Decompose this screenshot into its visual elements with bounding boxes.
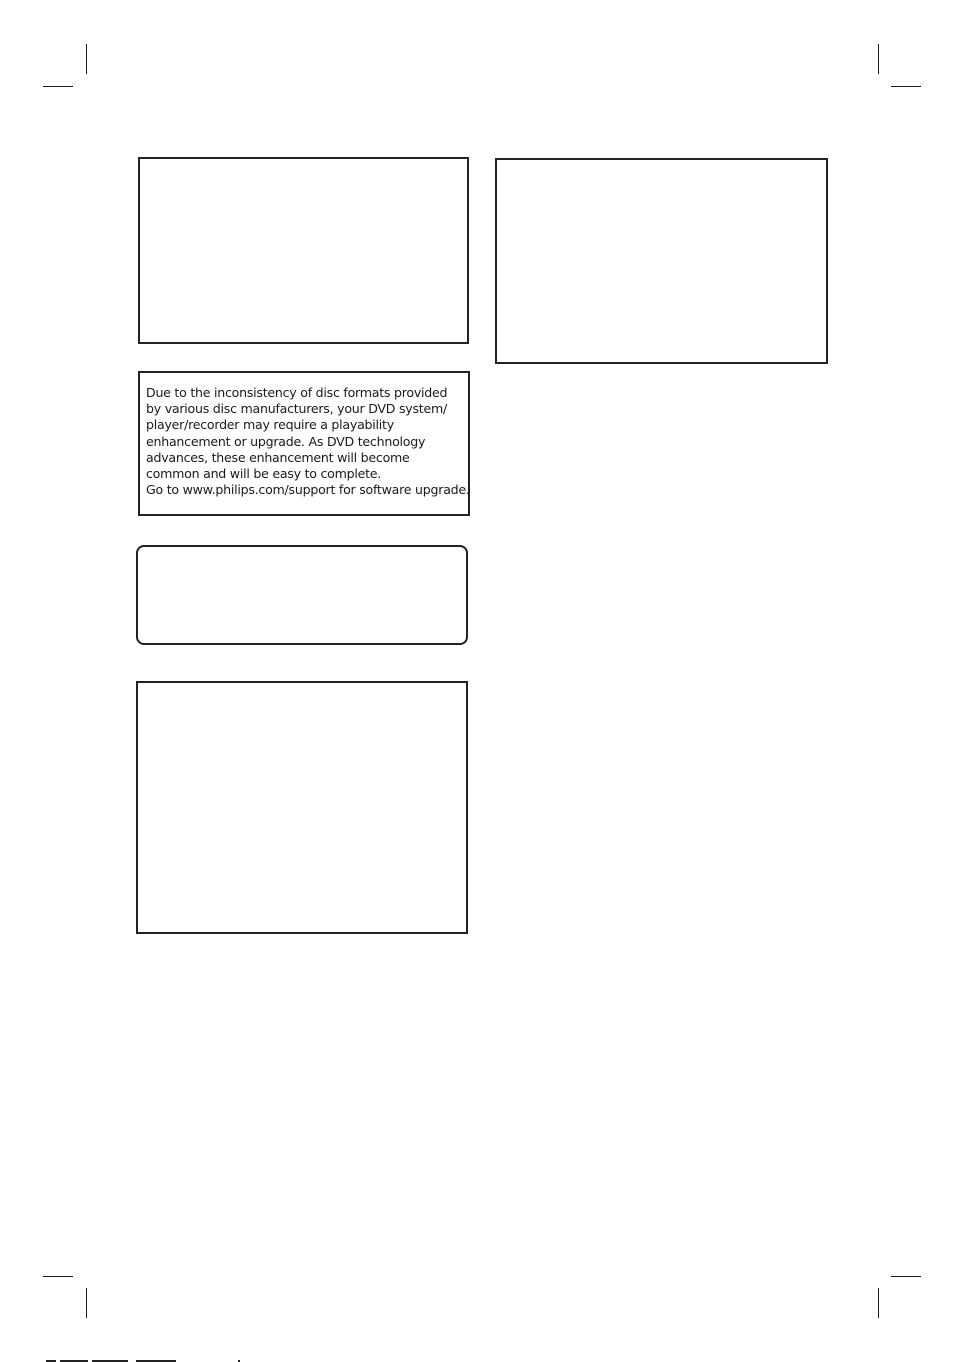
empty-box-top-right	[495, 158, 828, 364]
crop-mark-top-right-horizontal	[891, 86, 921, 87]
notice-line: by various disc manufacturers, your DVD system/	[146, 401, 448, 417]
notice-line: common and will be easy to complete.	[146, 466, 382, 482]
notice-line: enhancement or upgrade. As DVD technology	[146, 433, 426, 449]
empty-box-bottom-left	[136, 681, 468, 934]
crop-mark-top-left-vertical	[86, 44, 87, 74]
empty-box-top-left	[138, 157, 469, 344]
crop-mark-bottom-left-horizontal	[43, 1276, 73, 1277]
crop-mark-bottom-left-vertical	[86, 1288, 87, 1318]
notice-line: advances, these enhancement will become	[146, 449, 410, 465]
notice-line: Due to the inconsistency of disc formats provided	[146, 385, 448, 400]
disc-format-notice-box	[138, 371, 470, 516]
empty-rounded-box	[136, 545, 468, 645]
footer-print-marks	[0, 1358, 260, 1362]
crop-mark-bottom-right-vertical	[878, 1288, 879, 1318]
notice-line: player/recorder may require a playability	[146, 417, 394, 433]
disc-format-notice-text	[146, 385, 470, 498]
crop-mark-top-left-horizontal	[43, 86, 73, 87]
notice-line: Go to www.philips.com/support for software upgrade.	[146, 482, 470, 498]
crop-mark-bottom-right-horizontal	[891, 1276, 921, 1277]
crop-mark-top-right-vertical	[878, 44, 879, 74]
